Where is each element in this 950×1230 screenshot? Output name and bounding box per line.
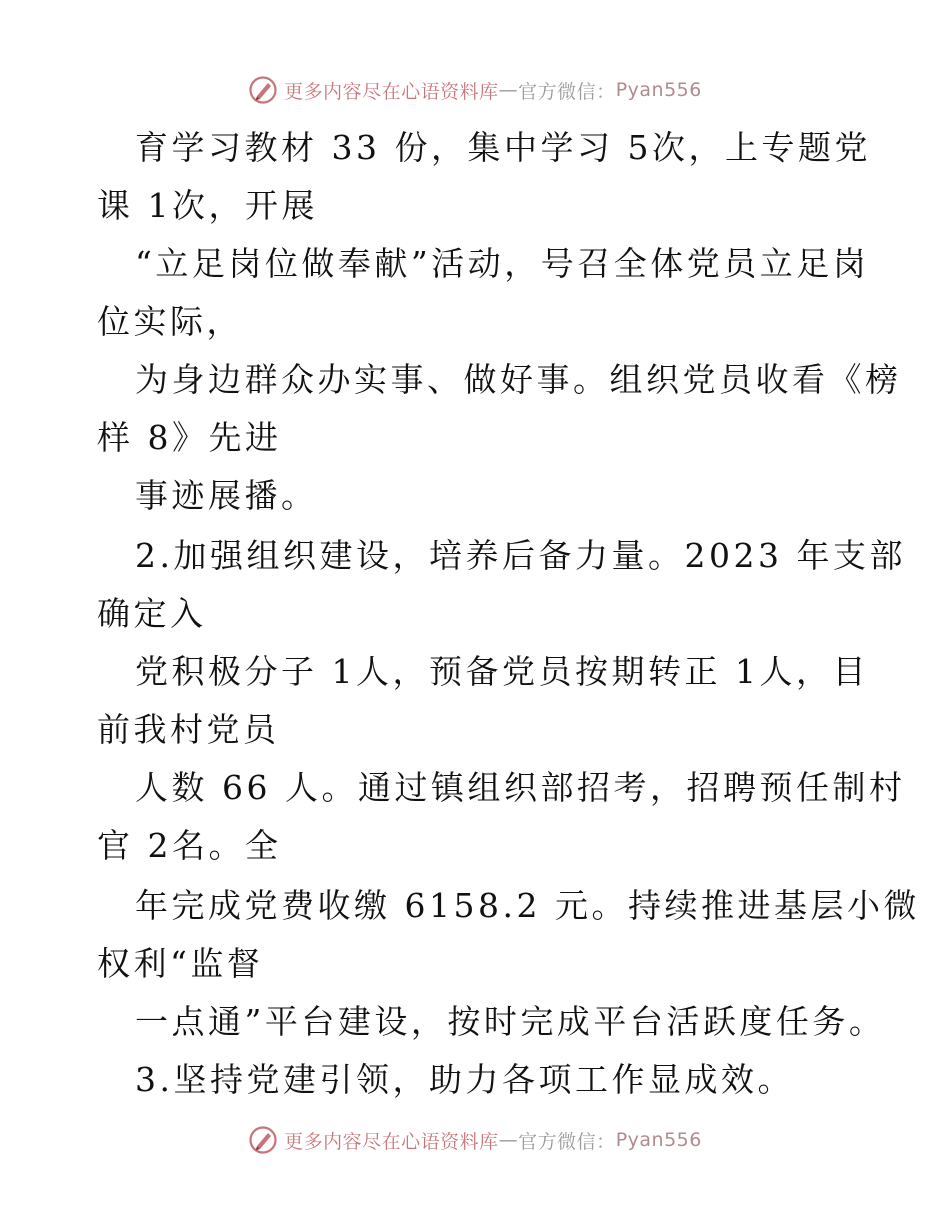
watermark-main-text: 更多内容尽在心语资料库	[284, 1130, 499, 1153]
body-line: 人数 66 人。通过镇组织部招考，招聘预任制村	[135, 768, 906, 807]
pen-in-circle-logo-icon	[248, 75, 278, 105]
body-line: 育学习教材 33 份，集中学习 5次，上专题党	[135, 128, 871, 167]
body-line: 3.坚持党建引领，助力各项工作显成效。	[135, 1060, 794, 1099]
watermark-main-text: 更多内容尽在心语资料库	[284, 80, 499, 103]
watermark-wechat-id: Pyan556	[615, 79, 702, 101]
footer-watermark	[0, 1122, 950, 1158]
body-line: 党积极分子 1人，预备党员按期转正 1人，目	[135, 652, 869, 691]
pen-in-circle-logo-icon	[248, 1125, 278, 1155]
body-line: 样 8》先进	[97, 418, 282, 457]
watermark-dash: —	[498, 1129, 519, 1151]
body-line: 为身边群众办实事、做好事。组织党员收看《榜	[135, 360, 902, 399]
watermark-wechat-id: Pyan556	[615, 1129, 702, 1151]
body-line: 一点通”平台建设，按时完成平台活跃度任务。	[135, 1002, 886, 1041]
body-line: 课 1次，开展	[97, 186, 318, 225]
body-line: “立足岗位做奉献”活动，号召全体党员立足岗	[135, 244, 870, 283]
body-line: 2.加强组织建设，培养后备力量。2023 年支部	[135, 536, 906, 575]
body-line: 位实际，	[97, 302, 243, 341]
body-line: 官 2名。全	[97, 826, 282, 865]
header-watermark	[0, 72, 950, 108]
watermark-official-label: 官方微信：	[518, 1130, 616, 1153]
body-line: 年完成党费收缴 6158.2 元。持续推进基层小微	[135, 886, 920, 925]
body-line: 前我村党员	[97, 710, 280, 749]
watermark-dash: —	[498, 79, 519, 101]
body-line: 权利“监督	[97, 944, 264, 983]
body-line: 确定入	[97, 594, 207, 633]
body-line: 事迹展播。	[135, 476, 318, 515]
watermark-official-label: 官方微信：	[518, 80, 616, 103]
